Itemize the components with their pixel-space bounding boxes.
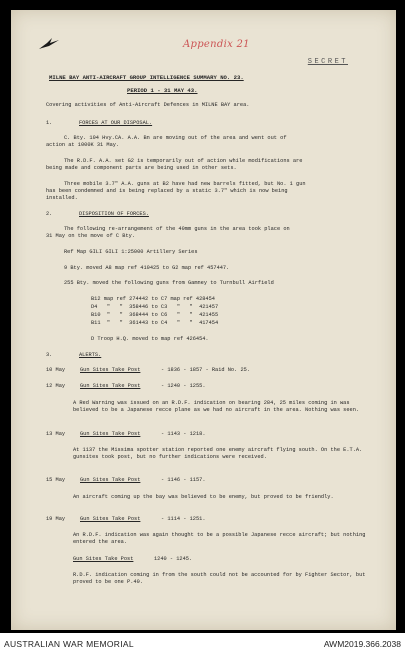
alert-label: Gun Sites Take Post: [80, 383, 141, 389]
classification-stamp: SECRET: [307, 58, 348, 66]
paragraph-line: C. Bty. 104 Hvy.CA. A.A. Bn are moving out of the area and went out of: [64, 135, 287, 141]
alert-date: 15 May: [46, 477, 66, 483]
alert-time: - 1114 - 1251.: [161, 516, 206, 522]
alert-time: - 1146 - 1157.: [161, 477, 206, 483]
alert-text: R.D.F. indication coming in from the south could not be accounted for by Fighter Sector, but proved to be one P.40.: [73, 572, 366, 586]
alert-text: At 1137 the Missima spotter station reported one enemy aircraft flying south. On the E.T.A. gunsites took post, but no further indications were received.: [73, 447, 363, 461]
gun-move-row: D4 " " 358446 to C3 " " 421457: [91, 304, 219, 310]
alert-date: 13 May: [46, 431, 66, 437]
alert-label: Gun Sites Take Post: [80, 367, 141, 373]
section-number: 2.: [46, 211, 53, 217]
alert-label: Gun Sites Take Post: [80, 516, 141, 522]
movement-line: 255 Bty. moved the following guns from Gamney to Turnbull Airfield: [64, 280, 274, 286]
paragraph-line: 31 May on the move of C Bty.: [46, 233, 136, 239]
paragraph-line: has been condemned and is being replaced by a static 3.7" which is now being: [46, 188, 288, 194]
alert-text: An aircraft coming up the bay was believed to be enemy, but proved to be friendly.: [73, 494, 334, 500]
alert-label: Gun Sites Take Post: [80, 431, 141, 437]
paragraph-line: being made and component parts are being used in other sets.: [46, 165, 237, 171]
paragraph-line: The R.D.F. A.A. set G2 is temporarily out of action while modifications are: [64, 158, 303, 164]
alert-date: 10 May: [46, 367, 66, 373]
paragraph-line: The following re-arrangement of the 40mm guns in the area took place on: [64, 226, 290, 232]
section-heading: FORCES AT OUR DISPOSAL.: [79, 120, 153, 126]
document-page: [11, 10, 396, 630]
footer-accession-id: AWM2019.366.2038: [323, 639, 401, 649]
paragraph-line: action at 1000K 31 May.: [46, 142, 120, 148]
alert-label: Gun Sites Take Post: [80, 477, 141, 483]
movement-line: 9 Bty. moved A8 map ref 410425 to G2 map ref 457447.: [64, 265, 230, 271]
gun-move-row: B11 " " 361443 to C4 " " 417454: [91, 320, 219, 326]
handwritten-annotation: Appendix 21: [183, 39, 250, 50]
section-heading: ALERTS.: [79, 352, 102, 358]
alert-time: - 1836 - 1857 - Raid No. 25.: [161, 367, 251, 373]
troop-line: D Troop H.Q. moved to map ref 426454.: [91, 336, 209, 342]
alert-text: A Red Warning was issued on an R.D.F. indication on bearing 284, 25 miles coming in was believed to be a Japanese recce plane as we had no aircraft in the area. Nothing was seen.: [73, 400, 360, 414]
document-title: MILNE BAY ANTI-AIRCRAFT GROUP INTELLIGENCE SUMMARY NO. 23.: [49, 74, 244, 81]
document-period: PERIOD 1 - 31 MAY 43.: [127, 87, 198, 94]
footer-source: AUSTRALIAN WAR MEMORIAL: [4, 639, 134, 649]
covering-line: Covering activities of Anti-Aircraft Defences in MILNE BAY area.: [46, 102, 250, 108]
section-heading: DISPOSITION OF FORCES.: [79, 211, 149, 217]
ink-mark-icon: [38, 37, 60, 51]
gun-move-row: B10 " " 368444 to C6 " " 421455: [91, 312, 219, 318]
map-reference: Ref Map GILI GILI 1:25000 Artillery Series: [64, 249, 198, 255]
section-number: 1.: [46, 120, 53, 126]
alert-label: Gun Sites Take Post: [73, 556, 134, 562]
alert-time: - 1240 - 1255.: [161, 383, 206, 389]
alert-time: 1240 - 1245.: [154, 556, 193, 562]
alert-date: 12 May: [46, 383, 66, 389]
gun-move-row: B12 map ref 274442 to C7 map ref 428454: [91, 296, 215, 302]
alert-time: - 1143 - 1218.: [161, 431, 206, 437]
alert-date: 19 May: [46, 516, 66, 522]
section-number: 3.: [46, 352, 53, 358]
footer-bar: [0, 633, 405, 653]
paragraph-line: Three mobile 3.7" A.A. guns at B2 have had new barrels fitted, but No. 1 gun: [64, 181, 306, 187]
paragraph-line: installed.: [46, 195, 78, 201]
alert-text: An R.D.F. indication was again thought to be a possible Japanese recce aircraft; but nothing entered the area.: [73, 532, 366, 546]
